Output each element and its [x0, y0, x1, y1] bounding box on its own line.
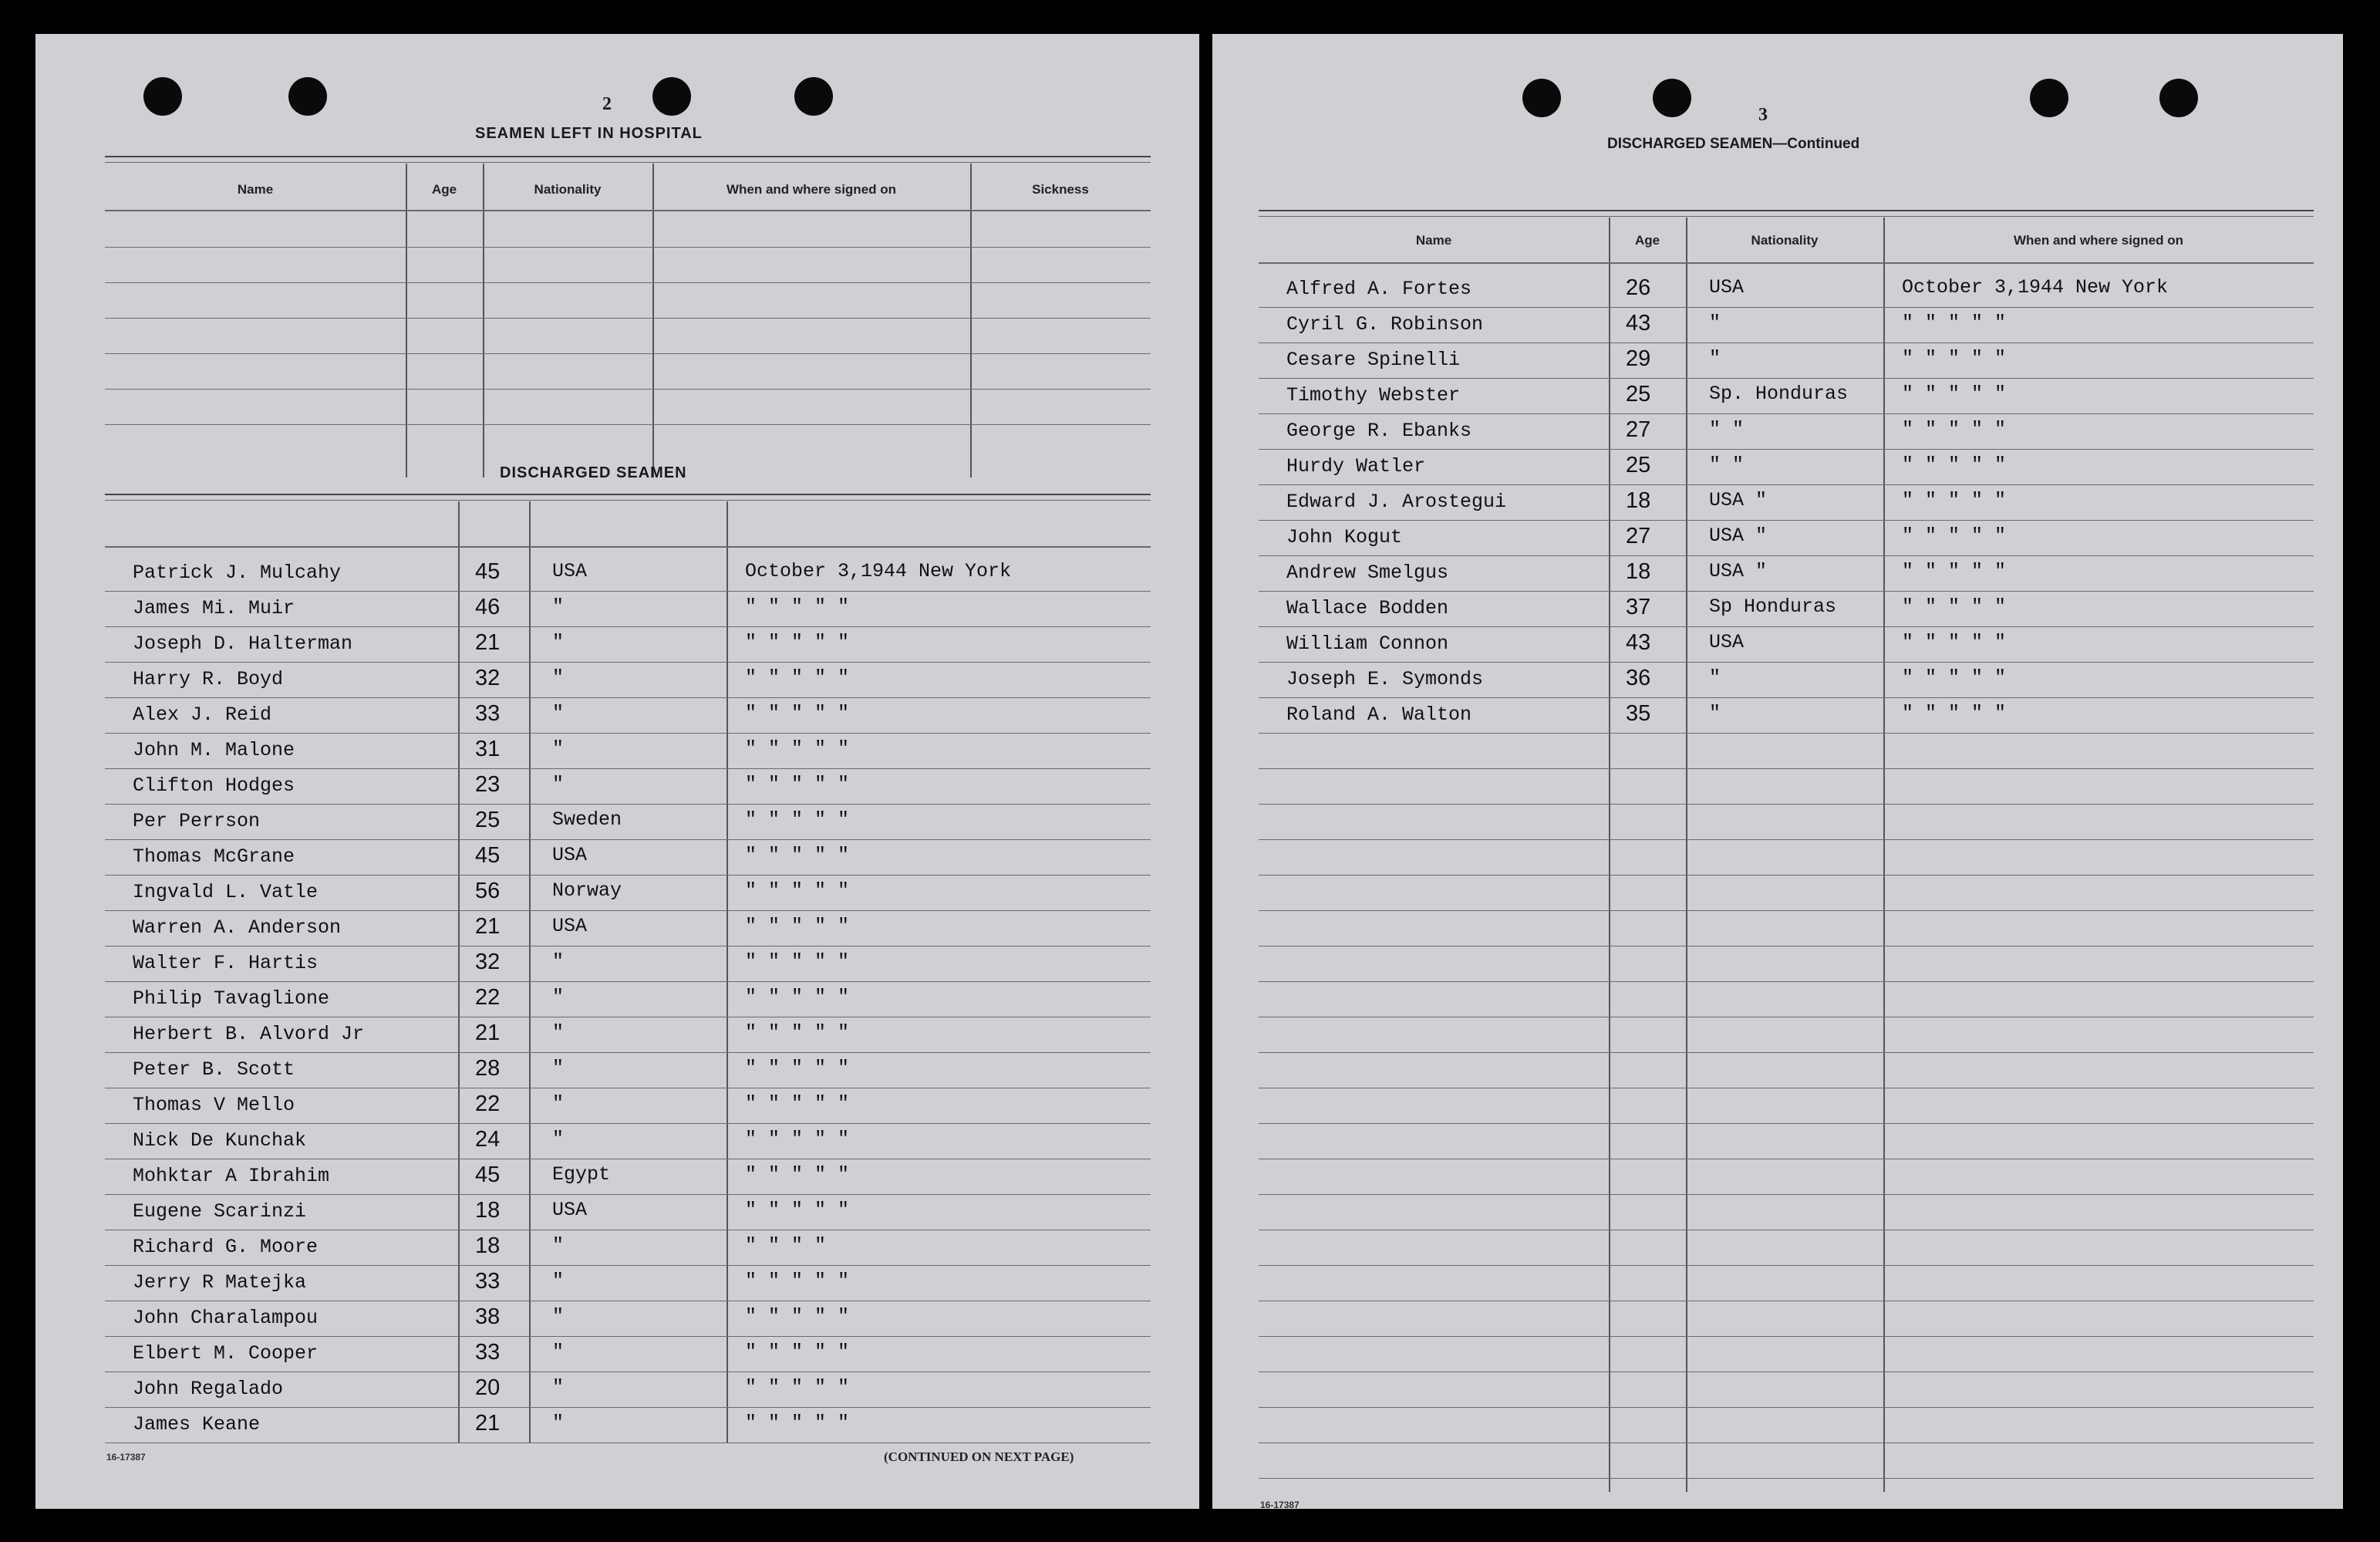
- signed-on: " " " " ": [745, 666, 850, 689]
- seaman-nationality: " ": [1709, 454, 1745, 476]
- seaman-nationality: ": [552, 986, 565, 1008]
- seaman-nationality: ": [552, 1234, 565, 1257]
- empty-row-line: [105, 424, 1151, 425]
- signed-on: " " " " ": [745, 1412, 850, 1434]
- seaman-nationality: Sp. Honduras: [1709, 383, 1849, 405]
- seaman-age: 25: [475, 808, 501, 832]
- signed-on: " " " " ": [1902, 702, 2007, 724]
- seaman-age: 22: [475, 1092, 501, 1116]
- seaman-nationality: USA ": [1709, 560, 1768, 582]
- column-header-nationality: Nationality: [534, 182, 602, 197]
- signed-on: " " " " ": [1902, 418, 2007, 440]
- signed-on: " " " " ": [745, 915, 850, 937]
- row-line: [1259, 981, 2314, 982]
- signed-on: " " " " ": [745, 737, 850, 760]
- punch-hole: [1522, 79, 1561, 117]
- seaman-age: 33: [475, 1269, 501, 1294]
- header-line: [105, 546, 1151, 548]
- signed-on: " " " " ": [745, 1270, 850, 1292]
- seaman-name: Patrick J. Mulcahy: [133, 562, 342, 584]
- row-line: [1259, 1336, 2314, 1337]
- row-line: [105, 1442, 1151, 1443]
- seaman-name: Ingvald L. Vatle: [133, 881, 319, 903]
- seaman-age: 25: [1626, 382, 1651, 407]
- seaman-name: Walter F. Hartis: [133, 952, 319, 974]
- seaman-nationality: Sweden: [552, 808, 622, 831]
- seaman-nationality: ": [552, 1128, 565, 1150]
- signed-on: " " " " ": [1902, 666, 2007, 689]
- column-header-nationality: Nationality: [1751, 233, 1819, 248]
- signed-on: " " " " ": [1902, 525, 2007, 547]
- seaman-age: 21: [475, 914, 501, 939]
- signed-on: October 3,1944 New York: [745, 560, 1012, 582]
- seaman-age: 45: [475, 843, 501, 868]
- seaman-age: 35: [1626, 701, 1651, 726]
- hospital-title: SEAMEN LEFT IN HOSPITAL: [475, 125, 703, 142]
- signed-on: " " " " ": [745, 596, 850, 618]
- signed-on: " " " " ": [1902, 631, 2007, 653]
- column-header-age: Age: [1634, 233, 1660, 248]
- discharged-title: DISCHARGED SEAMEN: [500, 464, 687, 481]
- seaman-name: Wallace Bodden: [1286, 597, 1449, 619]
- row-line: [105, 1265, 1151, 1266]
- row-line: [1259, 1442, 2314, 1443]
- row-line: [105, 626, 1151, 627]
- seaman-name: Cyril G. Robinson: [1286, 313, 1484, 336]
- seaman-age: 46: [475, 595, 501, 619]
- row-line: [1259, 449, 2314, 450]
- seaman-age: 31: [475, 737, 501, 761]
- seaman-age: 21: [475, 1021, 501, 1045]
- row-line: [105, 804, 1151, 805]
- punch-hole: [288, 77, 327, 116]
- seaman-age: 21: [475, 1411, 501, 1436]
- empty-row-line: [105, 282, 1151, 283]
- seaman-name: Hurdy Watler: [1286, 455, 1426, 477]
- seaman-age: 32: [475, 950, 501, 974]
- seaman-nationality: ": [552, 1270, 565, 1292]
- row-line: [105, 1407, 1151, 1408]
- row-line: [1259, 342, 2314, 343]
- signed-on: " " " " ": [1902, 489, 2007, 511]
- seaman-name: Nick De Kunchak: [133, 1129, 307, 1152]
- row-line: [105, 910, 1151, 911]
- seaman-name: Jerry R Matejka: [133, 1271, 307, 1294]
- signed-on: " " " " ": [1902, 383, 2007, 405]
- seaman-nationality: ": [552, 1412, 565, 1434]
- seaman-name: Peter B. Scott: [133, 1058, 295, 1081]
- row-line: [105, 768, 1151, 769]
- row-line: [105, 733, 1151, 734]
- empty-row-line: [105, 247, 1151, 248]
- seaman-nationality: ": [1709, 347, 1721, 369]
- seaman-age: 25: [1626, 453, 1651, 477]
- seaman-age: 18: [475, 1198, 501, 1223]
- seaman-age: 33: [475, 701, 501, 726]
- punch-hole: [2159, 79, 2198, 117]
- seaman-name: Eugene Scarinzi: [133, 1200, 307, 1223]
- page-number: 3: [1758, 105, 1768, 125]
- seaman-name: Andrew Smelgus: [1286, 562, 1449, 584]
- row-line: [1259, 307, 2314, 308]
- header-line: [1259, 262, 2314, 264]
- signed-on: " " " " ": [745, 808, 850, 831]
- seaman-age: 29: [1626, 346, 1651, 371]
- seaman-name: Clifton Hodges: [133, 774, 295, 797]
- seaman-age: 38: [475, 1304, 501, 1329]
- signed-on: " " " " ": [745, 1376, 850, 1399]
- left-page: [35, 34, 1199, 1509]
- seaman-age: 45: [475, 559, 501, 584]
- signed-on: " " " " ": [745, 1021, 850, 1044]
- header-line: [105, 210, 1151, 211]
- row-line: [105, 1336, 1151, 1337]
- row-line: [1259, 839, 2314, 840]
- form-number: 16-17387: [1260, 1500, 1300, 1509]
- row-line: [1259, 1265, 2314, 1266]
- signed-on: " " " " ": [1902, 596, 2007, 618]
- row-line: [105, 697, 1151, 698]
- seaman-age: 18: [475, 1233, 501, 1258]
- column-divider: [458, 501, 460, 1442]
- row-line: [1259, 910, 2314, 911]
- seaman-age: 36: [1626, 666, 1651, 690]
- seaman-name: Per Perrson: [133, 810, 261, 832]
- seaman-name: Joseph E. Symonds: [1286, 668, 1484, 690]
- column-header-signed: When and where signed on: [726, 182, 897, 197]
- page-number: 2: [602, 94, 612, 114]
- signed-on: " " " " ": [745, 1305, 850, 1328]
- form-number: 16-17387: [106, 1452, 146, 1463]
- seaman-name: Cesare Spinelli: [1286, 349, 1461, 371]
- seaman-name: James Keane: [133, 1413, 261, 1436]
- seaman-name: Herbert B. Alvord Jr: [133, 1023, 365, 1045]
- seaman-name: Mohktar A Ibrahim: [133, 1165, 330, 1187]
- row-line: [1259, 733, 2314, 734]
- signed-on: " " " " ": [745, 879, 850, 902]
- divider: [105, 500, 1151, 501]
- signed-on: " " " " ": [1902, 312, 2007, 334]
- seaman-nationality: Sp Honduras: [1709, 596, 1837, 618]
- signed-on: " " " " ": [745, 1199, 850, 1221]
- signed-on: " " " " ": [745, 844, 850, 866]
- row-line: [1259, 555, 2314, 556]
- seaman-name: Edward J. Arostegui: [1286, 491, 1507, 513]
- row-line: [1259, 804, 2314, 805]
- signed-on: " " " ": [745, 1234, 827, 1257]
- row-line: [1259, 768, 2314, 769]
- seaman-nationality: ": [552, 1057, 565, 1079]
- seaman-nationality: ": [552, 737, 565, 760]
- divider: [105, 494, 1151, 495]
- seaman-name: Warren A. Anderson: [133, 916, 342, 939]
- seaman-age: 43: [1626, 630, 1651, 655]
- column-header-name: Name: [237, 182, 274, 197]
- seaman-name: Elbert M. Cooper: [133, 1342, 319, 1365]
- seaman-name: John Kogut: [1286, 526, 1403, 548]
- seaman-age: 18: [1626, 559, 1651, 584]
- seaman-nationality: USA: [1709, 631, 1745, 653]
- signed-on: " " " " ": [745, 1057, 850, 1079]
- seaman-name: Timothy Webster: [1286, 384, 1461, 407]
- seaman-age: 22: [475, 985, 501, 1010]
- divider: [1259, 210, 2314, 211]
- seaman-nationality: ": [552, 596, 565, 618]
- seaman-name: William Connon: [1286, 633, 1449, 655]
- column-divider: [726, 501, 728, 1442]
- seaman-nationality: USA: [552, 844, 588, 866]
- seaman-name: George R. Ebanks: [1286, 420, 1472, 442]
- row-line: [1259, 1407, 2314, 1408]
- signed-on: " " " " ": [745, 1128, 850, 1150]
- punch-hole: [794, 77, 833, 116]
- seaman-age: 45: [475, 1162, 501, 1187]
- seaman-name: Philip Tavaglione: [133, 987, 330, 1010]
- seaman-nationality: ": [552, 1021, 565, 1044]
- signed-on: " " " " ": [1902, 347, 2007, 369]
- row-line: [1259, 697, 2314, 698]
- signed-on: " " " " ": [745, 702, 850, 724]
- empty-row-line: [105, 318, 1151, 319]
- row-line: [105, 662, 1151, 663]
- seaman-nationality: ": [1709, 312, 1721, 334]
- seaman-name: Roland A. Walton: [1286, 704, 1472, 726]
- column-header-signed: When and where signed on: [2013, 233, 2184, 248]
- row-line: [1259, 591, 2314, 592]
- seaman-nationality: ": [552, 950, 565, 973]
- seaman-nationality: USA: [552, 1199, 588, 1221]
- signed-on: " " " " ": [745, 1163, 850, 1186]
- seaman-nationality: ": [552, 1376, 565, 1399]
- signed-on: " " " " ": [1902, 560, 2007, 582]
- seaman-nationality: ": [552, 1092, 565, 1115]
- row-line: [105, 1052, 1151, 1053]
- seaman-nationality: ": [552, 702, 565, 724]
- seaman-name: Alex J. Reid: [133, 704, 272, 726]
- column-header-name: Name: [1415, 233, 1452, 248]
- seaman-name: John Regalado: [133, 1378, 284, 1400]
- row-line: [1259, 1123, 2314, 1124]
- right-page: [1212, 34, 2343, 1509]
- seaman-nationality: USA: [552, 915, 588, 937]
- signed-on: " " " " ": [745, 1092, 850, 1115]
- punch-hole: [652, 77, 691, 116]
- divider: [105, 162, 1151, 163]
- seaman-age: 27: [1626, 524, 1651, 548]
- seaman-nationality: " ": [1709, 418, 1745, 440]
- row-line: [1259, 484, 2314, 485]
- seaman-age: 24: [475, 1127, 501, 1152]
- punch-hole: [143, 77, 182, 116]
- row-line: [1259, 413, 2314, 414]
- seaman-age: 23: [475, 772, 501, 797]
- seaman-nationality: ": [552, 631, 565, 653]
- seaman-name: Harry R. Boyd: [133, 668, 284, 690]
- seaman-age: 43: [1626, 311, 1651, 336]
- seaman-age: 18: [1626, 488, 1651, 513]
- page-title: DISCHARGED SEAMEN—Continued: [1607, 136, 1860, 152]
- seaman-nationality: USA: [552, 560, 588, 582]
- row-line: [105, 839, 1151, 840]
- seaman-nationality: USA: [1709, 276, 1745, 299]
- row-line: [105, 1123, 1151, 1124]
- seaman-nationality: ": [552, 1341, 565, 1363]
- seaman-name: Thomas V Mello: [133, 1094, 295, 1116]
- seaman-age: 26: [1626, 275, 1651, 300]
- seaman-nationality: Egypt: [552, 1163, 611, 1186]
- row-line: [1259, 1194, 2314, 1195]
- divider: [1259, 216, 2314, 217]
- seaman-name: Alfred A. Fortes: [1286, 278, 1472, 300]
- seaman-nationality: USA ": [1709, 525, 1768, 547]
- signed-on: " " " " ": [1902, 454, 2007, 476]
- row-line: [1259, 1478, 2314, 1479]
- row-line: [1259, 662, 2314, 663]
- row-line: [1259, 1052, 2314, 1053]
- column-header-sickness: Sickness: [1032, 182, 1089, 197]
- seaman-nationality: ": [552, 1305, 565, 1328]
- row-line: [105, 981, 1151, 982]
- seaman-nationality: ": [1709, 666, 1721, 689]
- seaman-nationality: Norway: [552, 879, 622, 902]
- seaman-age: 32: [475, 666, 501, 690]
- seaman-age: 20: [475, 1375, 501, 1400]
- row-line: [1259, 875, 2314, 876]
- signed-on: " " " " ": [745, 950, 850, 973]
- seaman-nationality: ": [552, 773, 565, 795]
- divider: [105, 156, 1151, 157]
- row-line: [1259, 378, 2314, 379]
- signed-on: " " " " ": [745, 773, 850, 795]
- punch-hole: [2030, 79, 2068, 117]
- continued-note: (CONTINUED ON NEXT PAGE): [884, 1449, 1074, 1464]
- seaman-name: Joseph D. Halterman: [133, 633, 353, 655]
- seaman-name: Thomas McGrane: [133, 845, 295, 868]
- seaman-name: John M. Malone: [133, 739, 295, 761]
- signed-on: " " " " ": [745, 1341, 850, 1363]
- seaman-name: James Mi. Muir: [133, 597, 295, 619]
- seaman-age: 56: [475, 879, 501, 903]
- seaman-age: 21: [475, 630, 501, 655]
- row-line: [105, 1194, 1151, 1195]
- seaman-nationality: ": [552, 666, 565, 689]
- column-divider: [529, 501, 531, 1442]
- seaman-age: 28: [475, 1056, 501, 1081]
- seaman-nationality: USA ": [1709, 489, 1768, 511]
- seaman-name: Richard G. Moore: [133, 1236, 319, 1258]
- seaman-age: 37: [1626, 595, 1651, 619]
- column-header-age: Age: [431, 182, 457, 197]
- row-line: [105, 591, 1151, 592]
- signed-on: " " " " ": [745, 631, 850, 653]
- seaman-name: John Charalampou: [133, 1307, 319, 1329]
- row-line: [105, 875, 1151, 876]
- row-line: [1259, 520, 2314, 521]
- signed-on: " " " " ": [745, 986, 850, 1008]
- empty-row-line: [105, 389, 1151, 390]
- seaman-age: 27: [1626, 417, 1651, 442]
- punch-hole: [1653, 79, 1691, 117]
- empty-row-line: [105, 353, 1151, 354]
- row-line: [1259, 626, 2314, 627]
- signed-on: October 3,1944 New York: [1902, 276, 2169, 299]
- seaman-nationality: ": [1709, 702, 1721, 724]
- seaman-age: 33: [475, 1340, 501, 1365]
